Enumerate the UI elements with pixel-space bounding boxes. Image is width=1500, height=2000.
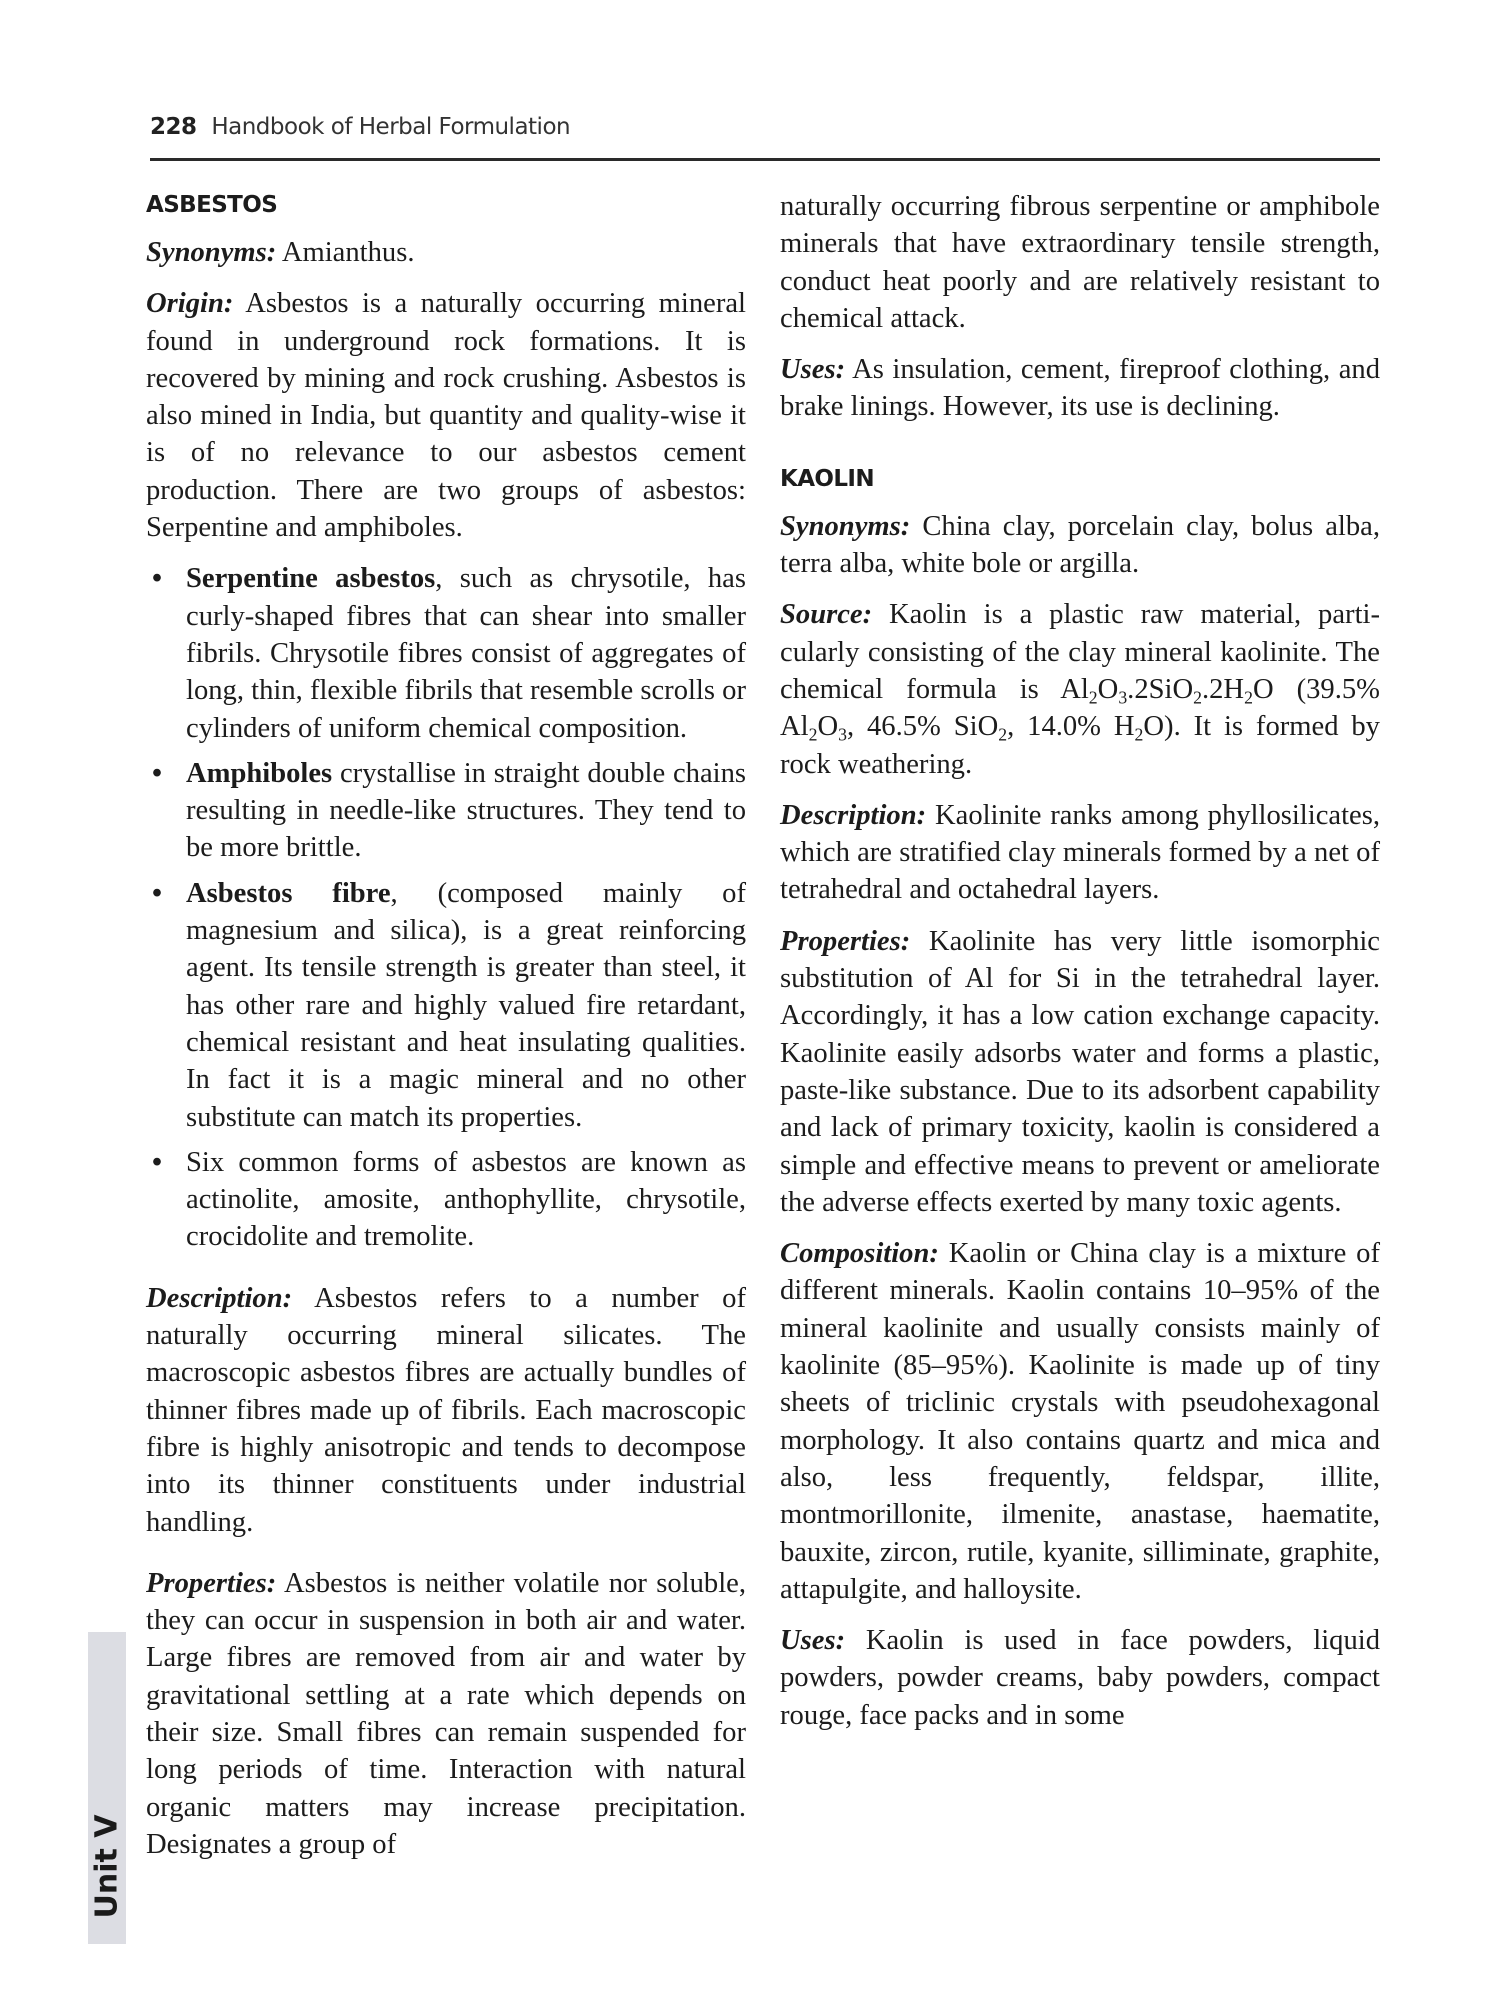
bullet-icon: • xyxy=(152,757,163,789)
book-title: Handbook of Herbal Formulation xyxy=(211,114,571,140)
header-rule xyxy=(150,158,1380,161)
field-label: Uses: xyxy=(780,1625,846,1657)
field-label: Uses: xyxy=(780,354,846,386)
page-number: 228 xyxy=(150,114,197,140)
asbestos-uses xyxy=(780,351,1380,426)
asbestos-properties xyxy=(146,1565,746,1863)
kaolin-synonyms xyxy=(780,508,1380,583)
kaolin-composition xyxy=(780,1235,1380,1608)
field-label: Description: xyxy=(146,1282,293,1314)
unit-side-tab-label-wrap xyxy=(88,1632,126,1944)
spacer xyxy=(780,440,1380,462)
list-text: , (composed mainly of magnesium and silica), is a great reinforcing agent. Its tensile strength is greater than steel, it has other rare and highly valued fire retardant, chemical resistant and heat insulating qualities. In fact it is a magic mineral and no other substitute can match its properties. xyxy=(186,877,746,1133)
kaolin-uses xyxy=(780,1622,1380,1734)
spacer xyxy=(146,1555,746,1565)
field-text: Kaolinite ranks among phyllosilicates, which are stratified clay minerals formed by a net of tetrahedral and octahedral layers. xyxy=(780,799,1380,906)
bullet-icon: • xyxy=(152,877,163,909)
field-text: As insulation, cement, fireproof clothing, and brake linings. However, its use is declining. xyxy=(780,354,1380,423)
asbestos-origin xyxy=(146,285,746,546)
list-term: Serpentine asbestos xyxy=(186,563,436,595)
field-label: Properties: xyxy=(780,925,911,957)
field-label: Source: xyxy=(780,599,873,631)
list-term: Amphiboles xyxy=(186,757,333,789)
kaolin-description xyxy=(780,797,1380,909)
field-text: Amianthus. xyxy=(276,237,415,268)
unit-side-tab-label: Unit V xyxy=(89,1814,125,1919)
field-text: Asbestos is a naturally occurring mineral found in underground rock formations. It is recovered by mining and rock crushing. Asbestos is also mined in India, but quantity and quality-wise it is of no relevance to our asbestos cement production. There are two groups of asbestos: Serpentine and amphiboles. xyxy=(146,288,746,544)
list-item xyxy=(146,875,746,1136)
section-heading-asbestos: ASBESTOS xyxy=(146,192,278,218)
bullet-icon: • xyxy=(152,563,163,595)
field-label: Composition: xyxy=(780,1238,939,1270)
kaolin-properties xyxy=(780,923,1380,1221)
left-column xyxy=(146,188,746,1877)
section-heading-kaolin: KAOLIN xyxy=(780,465,875,492)
chemical-formula: $Al_2O_3.2SiO_2.2H_2O$ xyxy=(1060,673,1274,708)
asbestos-synonyms xyxy=(146,234,746,271)
list-text: Six common forms of asbestos are known as actinolite, amosite, anthophyllite, chrysotile, crocidolite and tremolite. xyxy=(186,1146,746,1253)
field-label: Description: xyxy=(780,799,927,831)
list-item xyxy=(146,755,746,867)
field-text: Asbestos is neither volatile nor soluble, they can occur in suspension in both air and water. Large fibres are removed from air and water by gravitational settling at a rate which depends on their size. Small fibres can remain suspended for long periods of time. Interaction with natural organic matters may increase precipitation. Designates a group of xyxy=(146,1567,746,1860)
list-item xyxy=(146,1144,746,1256)
list-text: , such as chrysotile, has curly-shaped fibres that can shear into smaller fibrils. Chrysotile fibres consist of aggregates of long, thin, flexible fibrils that resemble scrolls or cylinders of uniform chemical composition. xyxy=(186,563,746,744)
field-text: Asbestos refers to a number of naturally occurring mineral silicates. The macroscopic asbestos fibres are actually bundles of thinner fibres made up of fibrils. Each macroscopic fibre is highly anisotropic and tends to decompose into its thinner constituents under industrial handling. xyxy=(146,1282,746,1538)
list-term: Asbestos fibre xyxy=(186,877,391,909)
field-text: Kaolin is used in face powders, liquid powders, powder creams, baby powders, compact rouge, face packs and in some xyxy=(780,1625,1380,1731)
field-label: Origin: xyxy=(146,288,234,320)
list-text: crystallise in straight double chains resulting in needle-like structures. They tend to be more brittle. xyxy=(186,757,746,864)
field-text: Kaolinite has very little isomorphic substitution of Al for Si in the tetrahedral layer. Accordingly, it has a low cation exchange capacity. Kaolinite easily adsorbs water and forms a plastic, paste-like substance. Due to its adsorbent capability and lack of primary toxicity, kaolin is considered a simple and effective means to prevent or ameliorate the adverse effects exerted by many toxic agents. xyxy=(780,925,1380,1218)
field-label: Properties: xyxy=(146,1567,277,1599)
field-text: China clay, porcelain clay, bolus alba, terra alba, white bole or argilla. xyxy=(780,510,1380,580)
asbestos-properties-continued: naturally occurring fibrous serpentine or amphibole minerals that have extraordinary tensile strength, conduct heat poorly and are relatively resistant to chemical attack. xyxy=(780,191,1380,334)
asbestos-types-list xyxy=(146,560,746,1255)
field-label: Synonyms: xyxy=(146,237,277,268)
bullet-icon: • xyxy=(152,1146,163,1178)
field-text: Kaolin or China clay is a mixture of different minerals. Kaolin contains 10–95% of the mineral kaolinite and usually consists mainly of kaolinite (85–95%). Kaolinite is made up of tiny sheets of triclinic crystals with pseudohexagonal morphology. It also contains quartz and mica and also, less frequently, feldspar, illite, montmorillonite, ilmenite, anastase, haematite, bauxite, zircon, rutile, kyanite, silliminate, graphite, attapulgite, and halloysite. xyxy=(780,1238,1380,1605)
list-item xyxy=(146,560,746,746)
spacer xyxy=(146,1270,746,1280)
asbestos-description xyxy=(146,1280,746,1541)
running-header xyxy=(150,114,570,140)
right-column xyxy=(780,188,1380,1748)
field-text: Kaolin is a plastic raw material, particularly consisting of the clay mineral kaolinite. The chemical formula is xyxy=(780,599,1380,705)
kaolin-source xyxy=(780,596,1380,782)
composition-percentages: (39.5% $Al_2O_3$, 46.5% SiO$_2$, 14.0% $H_2O$). It is formed by rock weathering. xyxy=(780,673,1380,780)
field-label: Synonyms: xyxy=(780,510,911,542)
